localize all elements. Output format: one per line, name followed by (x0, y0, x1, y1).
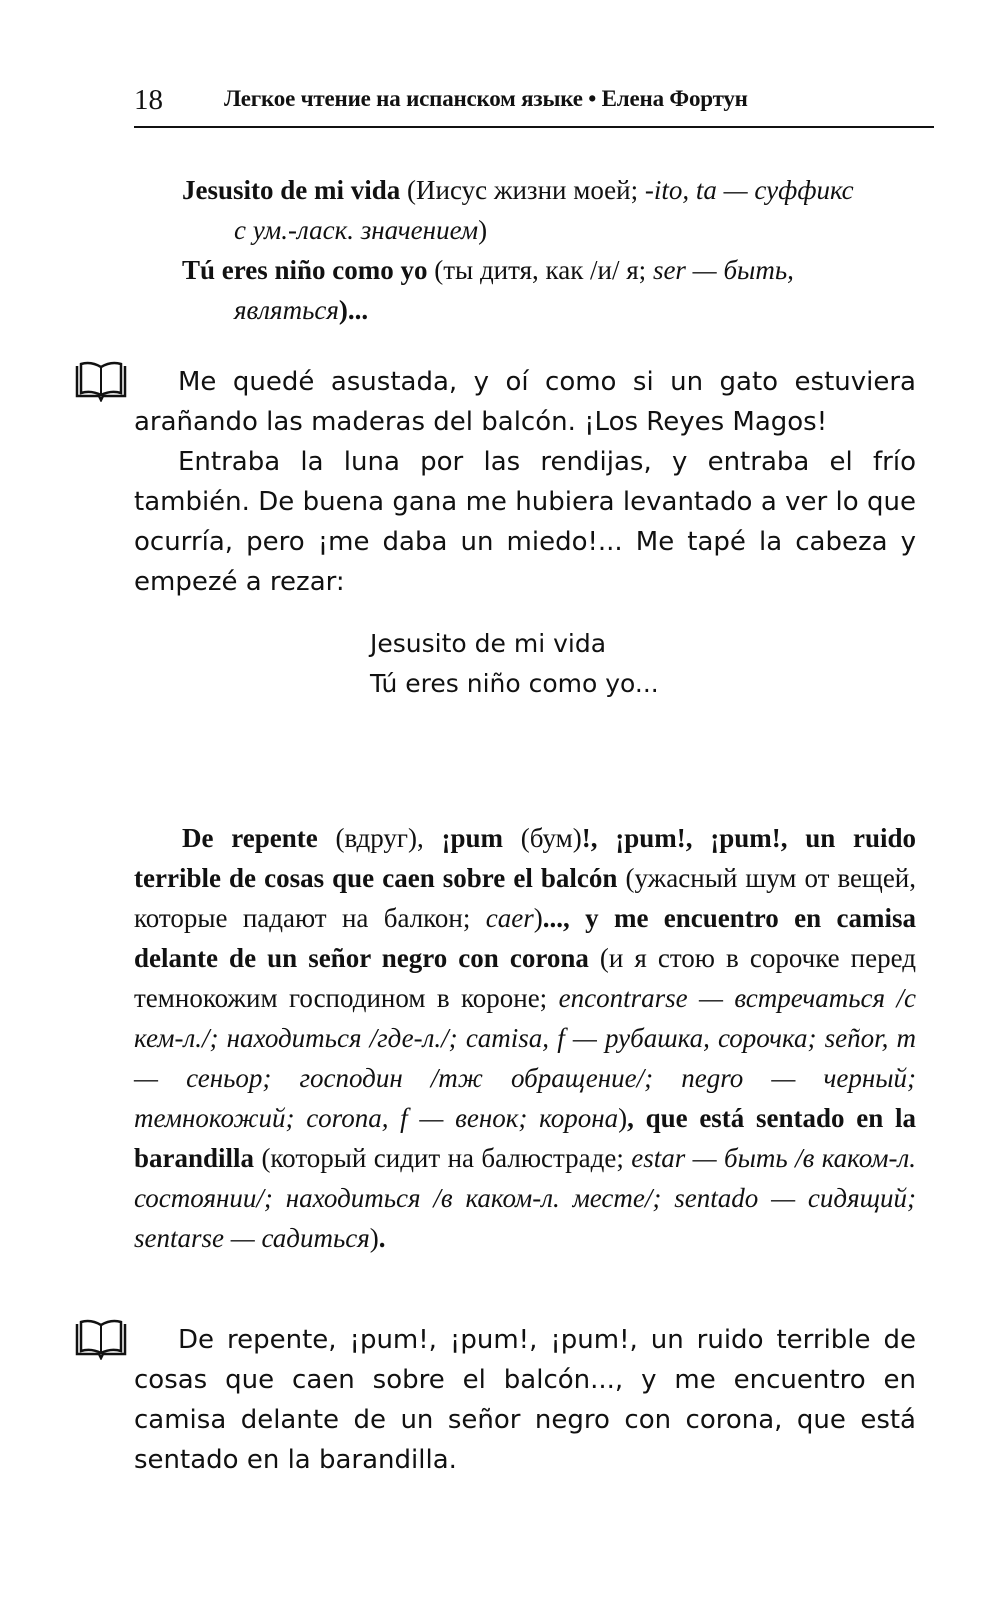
gloss-grammar-note: суффикс с ум.-ласк. значением (234, 175, 854, 245)
gloss-entry (182, 170, 872, 250)
gloss-close: ) (369, 1223, 379, 1253)
gloss-grammar-note: encontrarse — встречаться /с кем-л./; находиться /где-л./; camisa, f — рубашка, сорочка; señor, m — сеньор; господин /тж обращение/; negro — черный; темнокожий; corona, f — венок; корона (134, 983, 916, 1133)
reading-paragraph: Entraba la luna por las rendijas, y entraba el frío también. De buena gana me hubiera levantado a ver lo que ocurría, pero ¡me daba un miedo!... Me tapé la cabeza y empezé a rezar: (134, 447, 916, 597)
gloss-close: ) (533, 903, 543, 933)
gloss-paragraph (134, 818, 916, 1258)
gloss-term: Tú eres niño como yo (182, 255, 428, 285)
gloss-term: !, ¡pum!, ¡pum!, un ruido terrible de cosas que caen sobre el balcón (134, 823, 917, 893)
gloss-entry (182, 250, 872, 330)
gloss-grammar-term: -ito, ta — (644, 175, 748, 205)
gloss-translation: (бум) (503, 823, 582, 853)
verse-block (370, 624, 659, 704)
gloss-grammar-note: estar — быть /в каком-л. состоянии/; находиться /в каком-л. месте/; sentado — сидящий; sentarse — садиться (134, 1143, 916, 1253)
reading-passage-2 (134, 1320, 916, 1480)
reading-paragraph: Me quedé asustada, y oí como si un gato estuviera arañando las maderas del balcón. ¡Los Reyes Magos! (134, 367, 916, 437)
gloss-translation: (Иисус жизни моей; (400, 175, 645, 205)
gloss-translation: (ты дитя, как /и/ я; (427, 255, 653, 285)
gloss-translation: (который сидит на балюстраде; (254, 1143, 632, 1173)
open-book-icon (74, 1318, 128, 1360)
running-title: Легкое чтение на испанском языке • Елена Фортун (224, 86, 748, 111)
reading-paragraph: De repente, ¡pum!, ¡pum!, ¡pum!, un ruido terrible de cosas que caen sobre el balcón..., y me encuentro en camisa delante de un señor negro con corona, que está sentado en la barandilla. (134, 1325, 916, 1475)
gloss-term: ¡pum (441, 823, 504, 853)
gloss-grammar-note: caer (485, 903, 534, 933)
gloss-translation: (и я стою в сорочке перед темнокожим господином в короне; (134, 943, 916, 1013)
gloss-close: . (378, 1223, 386, 1253)
gloss-block-2 (134, 818, 916, 1258)
open-book-icon (74, 360, 128, 402)
reading-passage-1 (134, 362, 916, 602)
gloss-term: , que está sentado en la barandilla (134, 1103, 917, 1173)
gloss-close: ) (478, 215, 488, 245)
verse-line: Jesusito de mi vida (370, 629, 607, 658)
gloss-grammar-term: ser — (652, 255, 717, 285)
running-header (134, 78, 934, 128)
gloss-close: ) (618, 1103, 628, 1133)
gloss-translation: (вдруг), (317, 823, 442, 853)
gloss-term: De repente (182, 823, 318, 853)
gloss-block-1 (182, 170, 872, 330)
gloss-translation: (ужасный шум от вещей, которые падают на балкон; (134, 863, 916, 933)
gloss-term: Jesusito de mi vida (182, 175, 401, 205)
page-number: 18 (134, 84, 163, 116)
verse-line: Tú eres niño como yo... (370, 669, 659, 698)
gloss-grammar-note: быть, являться (234, 255, 794, 325)
gloss-term: ..., y me encuentro en camisa delante de un señor negro con corona (134, 903, 916, 973)
gloss-close: )... (338, 295, 369, 325)
